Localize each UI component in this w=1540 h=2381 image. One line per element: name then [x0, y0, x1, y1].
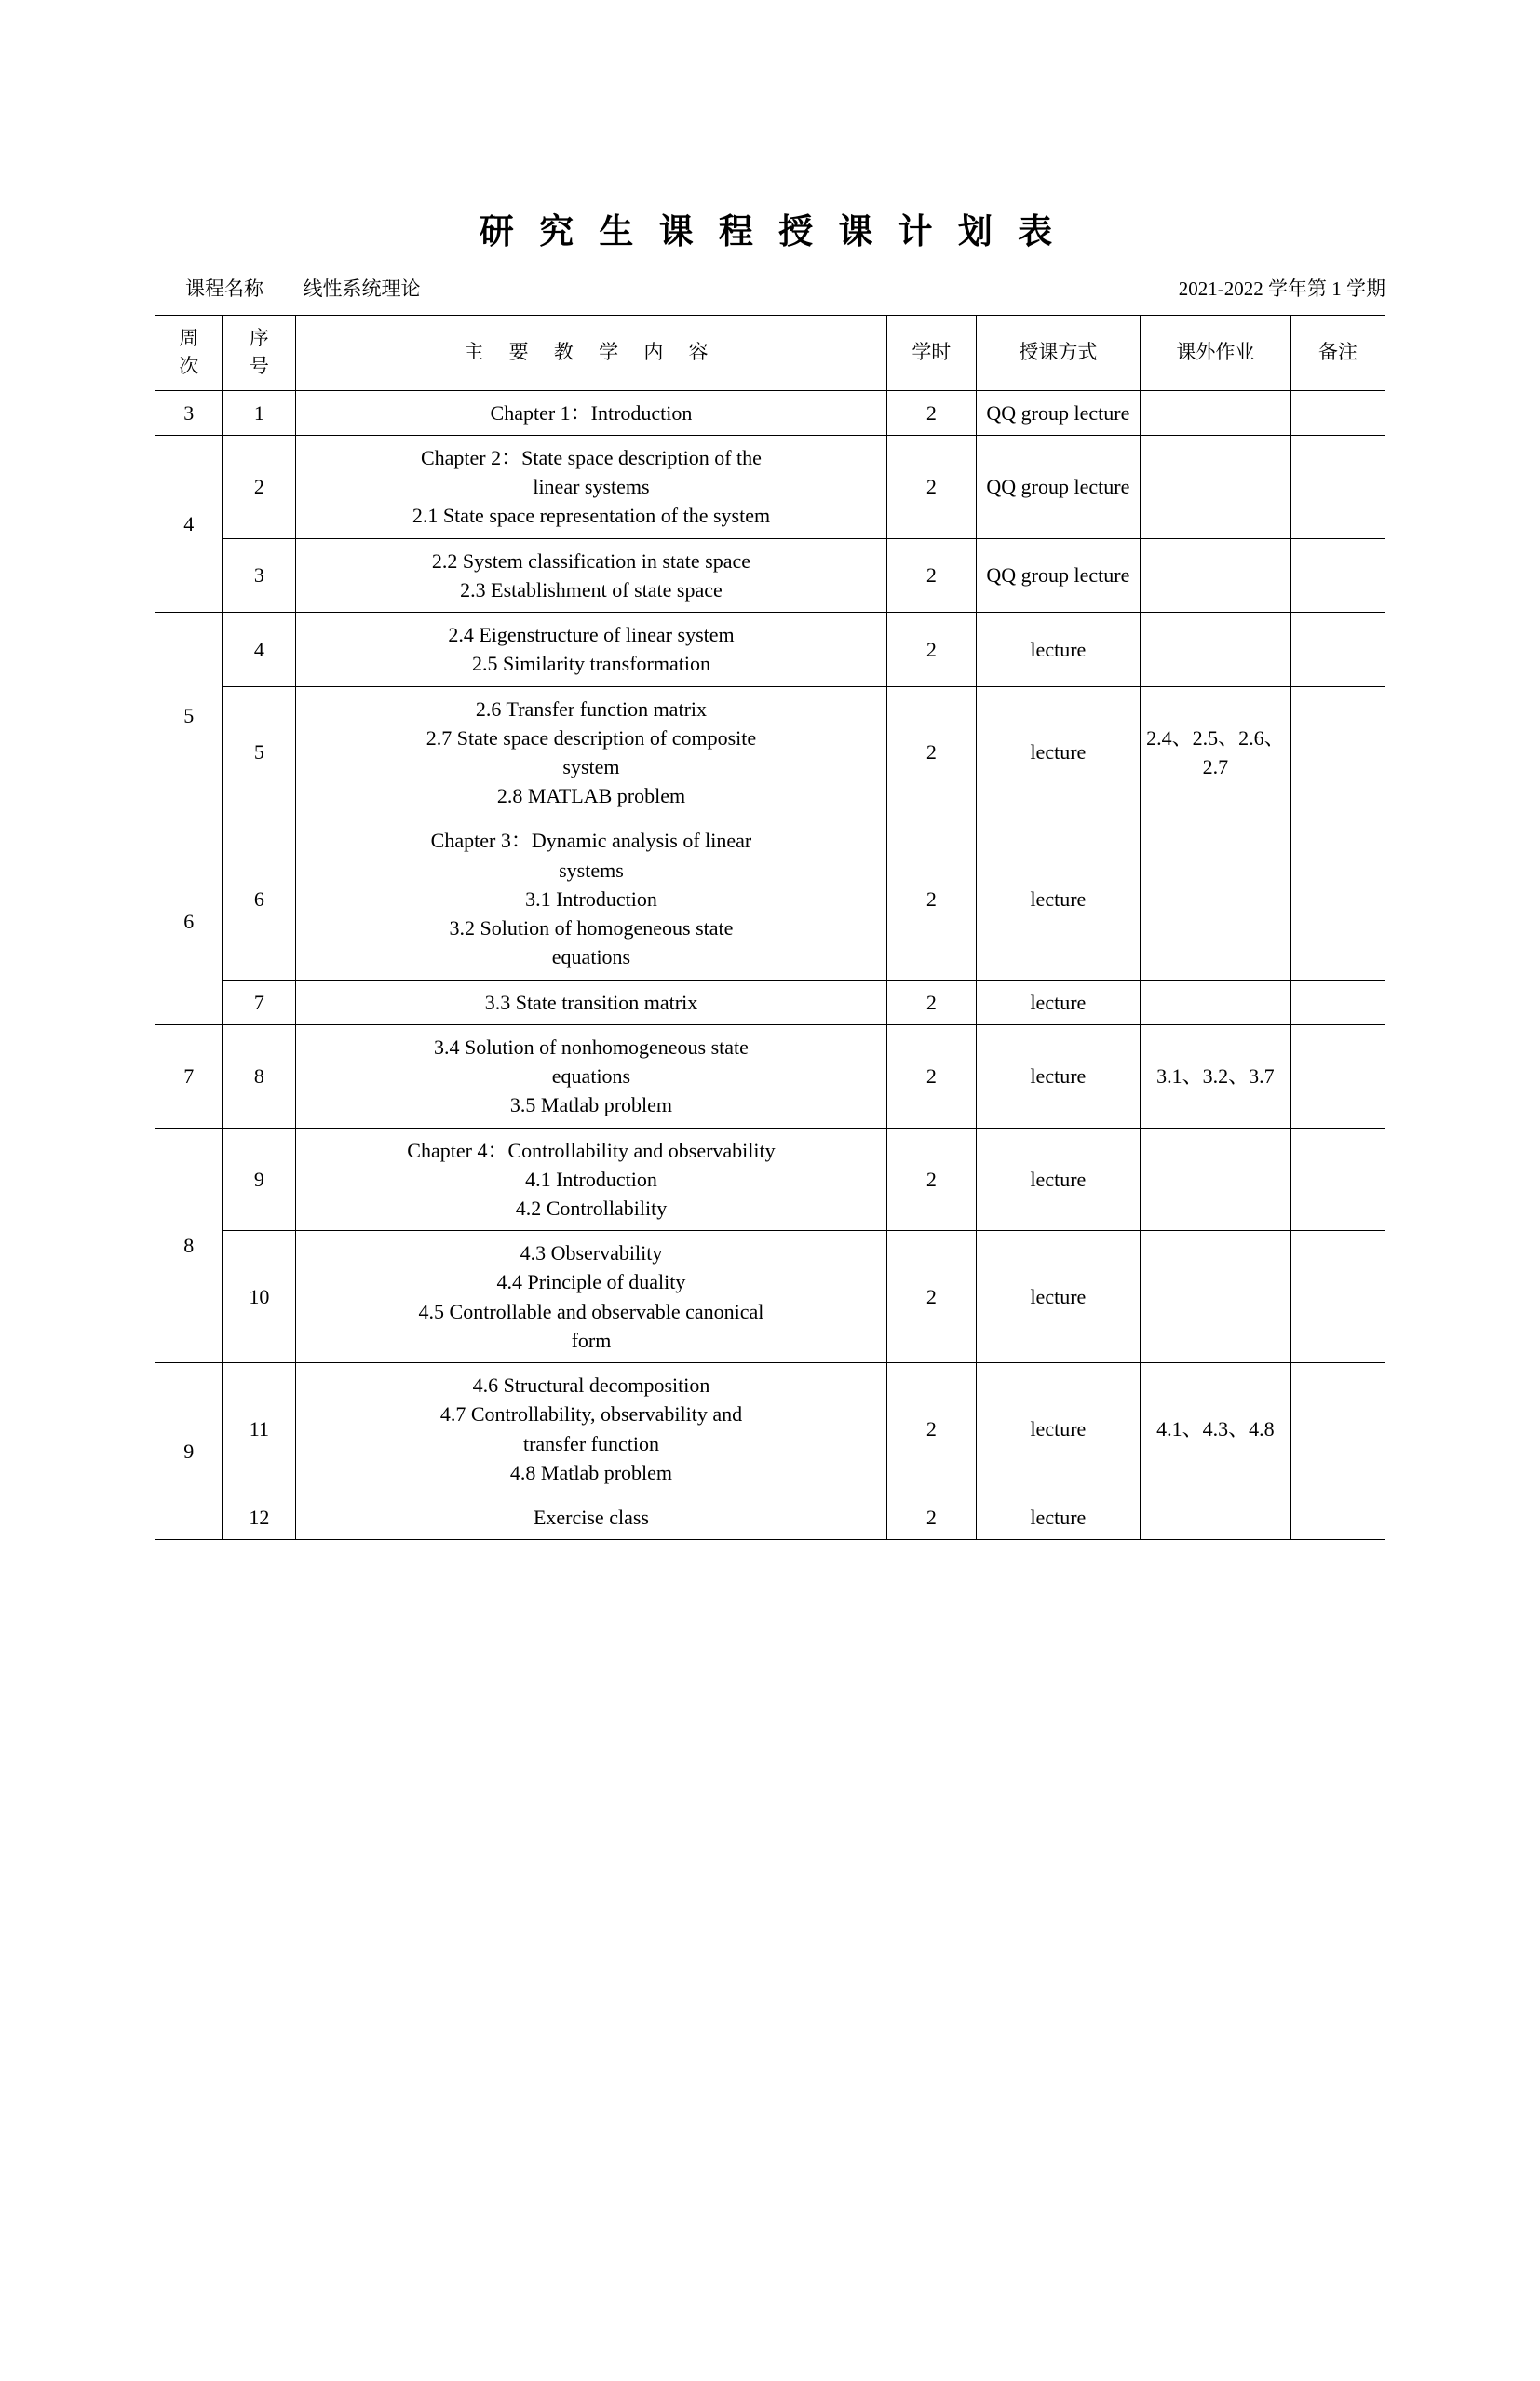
cell-sequence-no: 6: [223, 818, 296, 980]
cell-homework: 4.1、4.3、4.8: [1140, 1363, 1290, 1495]
cell-method: lecture: [977, 1128, 1141, 1231]
content-line: 2.3 Establishment of state space: [460, 577, 723, 602]
content-line: 4.4 Principle of duality: [496, 1270, 686, 1294]
table-row: [155, 538, 1385, 612]
cell-week: 6: [155, 818, 223, 1024]
content-line: Chapter 2：State space description of the: [420, 445, 762, 469]
content-line: linear systems: [533, 475, 650, 499]
content-line: 4.8 Matlab problem: [509, 1460, 673, 1484]
cell-method: QQ group lecture: [977, 390, 1141, 435]
cell-remark: [1291, 435, 1385, 538]
cell-homework: [1140, 538, 1290, 612]
cell-sequence-no: 12: [223, 1495, 296, 1540]
course-header: [155, 274, 1385, 305]
cell-week: 5: [155, 613, 223, 818]
content-line: 2.1 State space representation of the system: [412, 504, 771, 528]
cell-remark: [1291, 1231, 1385, 1363]
cell-homework: [1140, 613, 1290, 686]
header-content: 主 要 教 学 内 容: [296, 316, 886, 391]
content-line: 3.1 Introduction: [525, 886, 657, 911]
cell-week: 3: [155, 390, 223, 435]
cell-homework: [1140, 435, 1290, 538]
content-line: 3.2 Solution of homogeneous state: [449, 916, 734, 940]
cell-week: 9: [155, 1363, 223, 1540]
course-name-value: 线性系统理论: [276, 274, 461, 304]
content-line: systems: [559, 858, 624, 882]
teaching-plan-table: [155, 315, 1385, 1540]
content-line: 4.1 Introduction: [525, 1167, 657, 1191]
cell-sequence-no: 11: [223, 1363, 296, 1495]
content-line: 4.7 Controllability, observability and: [439, 1402, 743, 1427]
table-header-row: [155, 316, 1385, 391]
table-row: [155, 980, 1385, 1024]
content-line: transfer function: [522, 1431, 659, 1455]
content-line: 3.4 Solution of nonhomogeneous state: [434, 1035, 749, 1059]
cell-hours: 2: [886, 980, 977, 1024]
content-line: form: [571, 1328, 612, 1352]
cell-hours: 2: [886, 390, 977, 435]
cell-content: [296, 1024, 886, 1128]
header-remark: 备注: [1291, 316, 1385, 391]
cell-sequence-no: 9: [223, 1128, 296, 1231]
cell-homework: [1140, 818, 1290, 980]
cell-hours: 2: [886, 818, 977, 980]
table-row: [155, 435, 1385, 538]
cell-remark: [1291, 538, 1385, 612]
cell-hours: 2: [886, 1128, 977, 1231]
header-no-line1: 序: [249, 327, 269, 349]
header-no: [223, 316, 296, 391]
content-line: Chapter 3：Dynamic analysis of linear: [430, 829, 752, 853]
cell-method: lecture: [977, 818, 1141, 980]
table-row: [155, 390, 1385, 435]
header-week-line2: 次: [179, 354, 199, 377]
cell-remark: [1291, 818, 1385, 980]
header-homework: 课外作业: [1140, 316, 1290, 391]
cell-remark: [1291, 1024, 1385, 1128]
cell-sequence-no: 8: [223, 1024, 296, 1128]
content-line: 2.8 MATLAB problem: [496, 784, 686, 808]
header-no-line2: 号: [249, 354, 269, 377]
content-line: equations: [551, 1064, 631, 1089]
cell-content: [296, 435, 886, 538]
cell-sequence-no: 2: [223, 435, 296, 538]
cell-content: [296, 686, 886, 818]
content-line: 4.2 Controllability: [515, 1197, 668, 1221]
cell-method: lecture: [977, 686, 1141, 818]
content-line: Chapter 1：Introduction: [490, 400, 693, 425]
cell-hours: 2: [886, 1024, 977, 1128]
content-line: 4.5 Controllable and observable canonical: [418, 1299, 764, 1323]
table-row: [155, 818, 1385, 980]
cell-method: lecture: [977, 1363, 1141, 1495]
content-line: 3.5 Matlab problem: [509, 1093, 673, 1117]
content-line: 2.6 Transfer function matrix: [475, 697, 708, 721]
content-line: 4.3 Observability: [520, 1241, 663, 1265]
table-row: [155, 613, 1385, 686]
cell-week: 8: [155, 1128, 223, 1363]
content-line: 4.6 Structural decomposition: [472, 1373, 710, 1398]
cell-content: [296, 1363, 886, 1495]
cell-method: QQ group lecture: [977, 538, 1141, 612]
cell-homework: 2.4、2.5、2.6、2.7: [1140, 686, 1290, 818]
cell-method: lecture: [977, 1024, 1141, 1128]
cell-remark: [1291, 1128, 1385, 1231]
content-line: 2.4 Eigenstructure of linear system: [448, 623, 735, 647]
content-line: 2.2 System classification in state space: [431, 548, 751, 573]
cell-sequence-no: 5: [223, 686, 296, 818]
cell-remark: [1291, 980, 1385, 1024]
cell-content: [296, 1231, 886, 1363]
cell-sequence-no: 3: [223, 538, 296, 612]
table-row: [155, 686, 1385, 818]
cell-content: [296, 1128, 886, 1231]
cell-homework: [1140, 1231, 1290, 1363]
cell-remark: [1291, 686, 1385, 818]
cell-content: [296, 818, 886, 980]
cell-hours: 2: [886, 613, 977, 686]
cell-week: 4: [155, 435, 223, 612]
document-page: [0, 203, 1540, 2381]
cell-homework: 3.1、3.2、3.7: [1140, 1024, 1290, 1128]
cell-homework: [1140, 980, 1290, 1024]
content-line: Chapter 4：Controllability and observability: [407, 1138, 776, 1162]
cell-homework: [1140, 1128, 1290, 1231]
cell-week: 7: [155, 1024, 223, 1128]
cell-sequence-no: 7: [223, 980, 296, 1024]
cell-remark: [1291, 1495, 1385, 1540]
academic-term: 2021-2022 学年第 1 学期: [1178, 277, 1385, 300]
content-line: system: [562, 754, 620, 778]
cell-content: [296, 538, 886, 612]
cell-method: lecture: [977, 1495, 1141, 1540]
page-title: 研 究 生 课 程 授 课 计 划 表: [479, 213, 1061, 251]
cell-method: lecture: [977, 1231, 1141, 1363]
cell-hours: 2: [886, 1363, 977, 1495]
cell-method: lecture: [977, 613, 1141, 686]
cell-sequence-no: 10: [223, 1231, 296, 1363]
cell-content: [296, 390, 886, 435]
cell-sequence-no: 4: [223, 613, 296, 686]
cell-remark: [1291, 613, 1385, 686]
content-line: 3.3 State transition matrix: [484, 990, 698, 1014]
cell-hours: 2: [886, 538, 977, 612]
cell-remark: [1291, 1363, 1385, 1495]
table-row: [155, 1128, 1385, 1231]
content-line: Exercise class: [533, 1506, 649, 1530]
content-line: equations: [551, 945, 631, 969]
header-week-line1: 周: [179, 327, 199, 349]
header-week: [155, 316, 223, 391]
cell-hours: 2: [886, 1495, 977, 1540]
cell-sequence-no: 1: [223, 390, 296, 435]
header-hours: 学时: [886, 316, 977, 391]
table-row: [155, 1231, 1385, 1363]
cell-content: [296, 1495, 886, 1540]
cell-homework: [1140, 390, 1290, 435]
header-method: 授课方式: [977, 316, 1141, 391]
cell-method: lecture: [977, 980, 1141, 1024]
table-row: [155, 1024, 1385, 1128]
cell-hours: 2: [886, 686, 977, 818]
course-name-label: 课程名称: [185, 277, 263, 300]
content-line: 2.5 Similarity transformation: [471, 652, 710, 676]
cell-hours: 2: [886, 435, 977, 538]
content-line: 2.7 State space description of composite: [426, 725, 757, 750]
cell-hours: 2: [886, 1231, 977, 1363]
cell-content: [296, 980, 886, 1024]
table-row: [155, 1495, 1385, 1540]
cell-remark: [1291, 390, 1385, 435]
cell-method: QQ group lecture: [977, 435, 1141, 538]
cell-content: [296, 613, 886, 686]
cell-homework: [1140, 1495, 1290, 1540]
table-body: [155, 390, 1385, 1540]
table-row: [155, 1363, 1385, 1495]
